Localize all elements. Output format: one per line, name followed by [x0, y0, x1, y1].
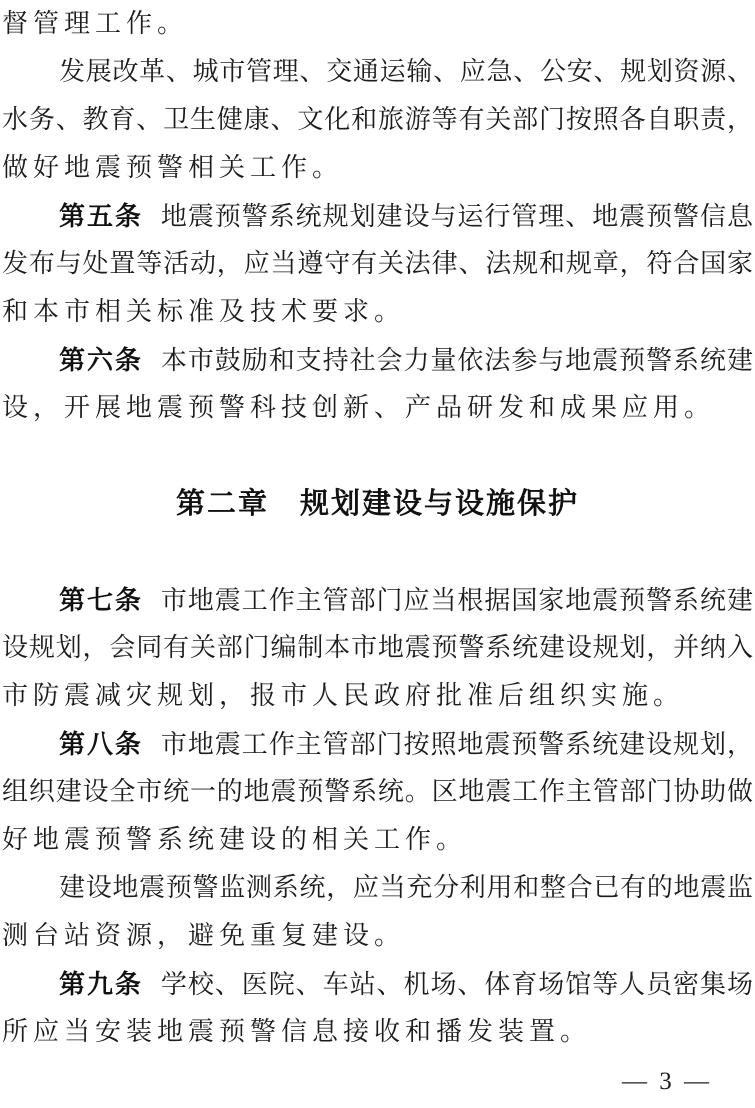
text-line: [2, 0, 753, 48]
line-text: 本市鼓励和支持社会力量依法参与地震预警系统建: [160, 346, 753, 375]
article-number-label: 第五条: [59, 201, 143, 231]
article-number-label: 第六条: [59, 345, 143, 375]
page-number: — 3 —: [622, 1068, 712, 1095]
line-text: 好地震预警系统建设的相关工作。: [2, 825, 468, 854]
line-text: 所应当安装地震预警信息接收和播发装置。: [2, 1017, 592, 1046]
line-text: 组织建设全市统一的地震预警系统。区地震工作主管部门协助做: [2, 777, 753, 806]
text-line: [2, 48, 753, 96]
text-line: [2, 288, 753, 336]
line-text: 学校、医院、车站、机场、体育场馆等人员密集场: [160, 970, 753, 999]
text-line: [2, 672, 753, 720]
text-line: [2, 192, 753, 240]
line-text: 建设地震预警监测系统，应当充分利用和整合已有的地震监: [59, 873, 753, 902]
text-line: [2, 336, 753, 384]
line-text: 市地震工作主管部门按照地震预警系统建设规划，: [160, 730, 753, 759]
text-line: [2, 1008, 753, 1056]
text-line: [2, 576, 753, 624]
line-text: 市防震减灾规划，报市人民政府批准后组织实施。: [2, 681, 685, 710]
text-line: [2, 816, 753, 864]
text-line: [2, 768, 753, 816]
line-text: 市地震工作主管部门应当根据国家地震预警系统建: [160, 586, 753, 615]
text-line: [2, 144, 753, 192]
line-text: 设，开展地震预警科技创新、产品研发和成果应用。: [2, 393, 716, 422]
chapter-heading: 第二章 规划建设与设施保护: [175, 488, 579, 520]
text-line: [2, 912, 753, 960]
line-text: 和本市相关标准及技术要求。: [2, 297, 406, 326]
line-text: 地震预警系统规划建设与运行管理、地震预警信息: [160, 202, 753, 231]
line-text: 发布与处置等活动，应当遵守有关法律、法规和规章，符合国家: [2, 249, 753, 278]
text-line: [2, 240, 753, 288]
line-text: 水务、教育、卫生健康、文化和旅游等有关部门按照各自职责，: [2, 105, 753, 134]
blank-line: [2, 432, 753, 480]
line-text: 做好地震预警相关工作。: [2, 153, 344, 182]
line-text: 督管理工作。: [2, 9, 189, 38]
line-text: 设规划，会同有关部门编制本市地震预警系统建设规划，并纳入: [2, 633, 753, 662]
text-line: [2, 864, 753, 912]
text-line: [2, 384, 753, 432]
text-line: [2, 960, 753, 1008]
article-number-label: 第九条: [59, 969, 143, 999]
line-text: 发展改革、城市管理、交通运输、应急、公安、规划资源、: [59, 57, 753, 86]
text-line: [2, 720, 753, 768]
text-line: [2, 624, 753, 672]
blank-line: [2, 528, 753, 576]
text-line: [2, 96, 753, 144]
line-text: 测台站资源，避免重复建设。: [2, 921, 406, 950]
article-number-label: 第八条: [59, 729, 143, 759]
article-number-label: 第七条: [59, 585, 143, 615]
document-body: [2, 0, 753, 1056]
